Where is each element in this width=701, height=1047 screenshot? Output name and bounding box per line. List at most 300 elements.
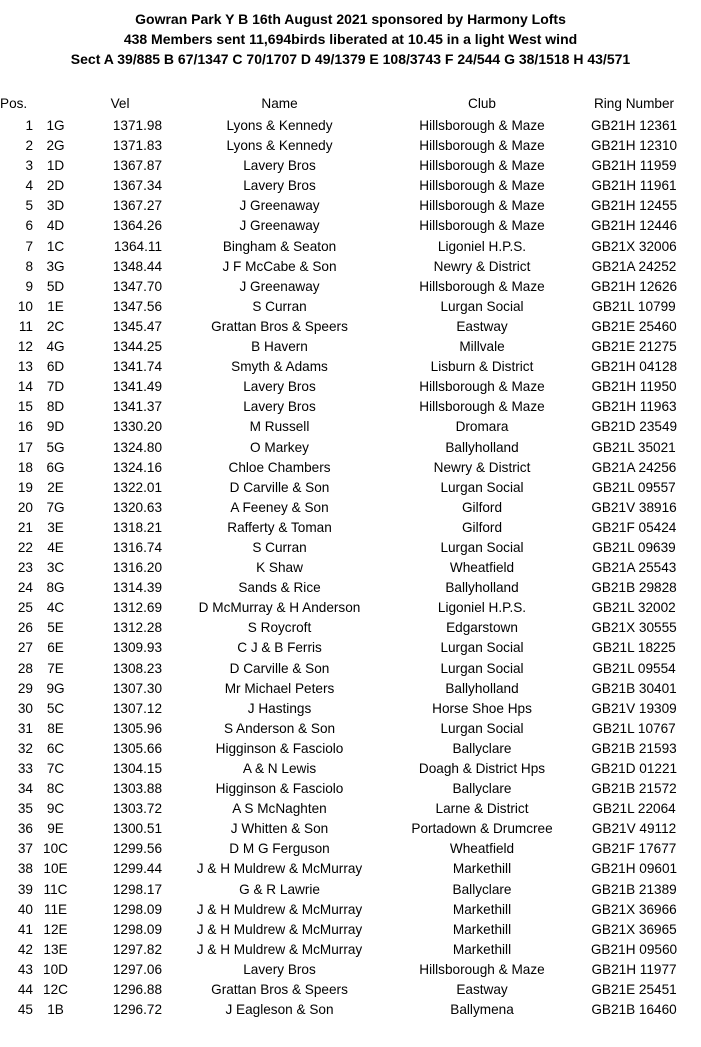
cell-ring-number: GB21V 38916 — [591, 499, 677, 515]
cell-club: Lurgan Social — [440, 660, 524, 676]
cell-ring-number: GB21B 16460 — [591, 1002, 677, 1018]
cell-velocity: 1320.63 — [112, 499, 163, 515]
cell-section-position: 7C — [46, 761, 65, 776]
cell-position: 9 — [25, 278, 33, 294]
column-header-vel: Vel — [110, 95, 130, 111]
table-row — [0, 397, 701, 417]
cell-club: Doagh & District Hps — [418, 761, 546, 776]
cell-position: 30 — [17, 700, 33, 716]
table-row — [0, 839, 701, 859]
table-row — [0, 880, 701, 900]
cell-section-position: 7D — [46, 379, 65, 395]
cell-ring-number: GB21H 09601 — [590, 861, 678, 877]
cell-ring-number: GB21L 09557 — [592, 479, 676, 495]
table-row — [0, 196, 701, 216]
table-row — [0, 759, 701, 779]
cell-position: 3 — [25, 158, 33, 174]
cell-section-position: 8C — [46, 781, 65, 797]
cell-section-position: 3E — [47, 519, 64, 535]
cell-ring-number: GB21H 11950 — [591, 379, 677, 395]
cell-position: 34 — [17, 781, 33, 797]
cell-position: 31 — [17, 720, 33, 736]
cell-club: Hillsborough & Maze — [419, 158, 545, 174]
cell-ring-number: GB21V 49112 — [591, 821, 677, 837]
cell-velocity: 1299.56 — [112, 841, 163, 857]
cell-club: Horse Shoe Hps — [432, 700, 532, 716]
cell-section-position: 10C — [43, 841, 68, 857]
cell-ring-number: GB21D 01221 — [590, 761, 678, 776]
cell-position: 39 — [17, 881, 33, 897]
cell-name: Lavery Bros — [243, 399, 316, 415]
table-row — [0, 799, 701, 819]
cell-position: 19 — [17, 479, 33, 495]
cell-club: Dromara — [455, 419, 509, 435]
cell-ring-number: GB21B 30401 — [591, 680, 677, 696]
cell-section-position: 10E — [43, 861, 68, 877]
cell-velocity: 1297.82 — [112, 941, 163, 957]
table-row — [0, 136, 701, 156]
cell-velocity: 1345.47 — [112, 318, 163, 334]
cell-ring-number: GB21V 19309 — [591, 700, 677, 716]
cell-section-position: 9C — [46, 801, 65, 817]
cell-club: Millvale — [459, 339, 505, 355]
cell-velocity: 1298.09 — [112, 921, 163, 937]
cell-name: O Markey — [250, 439, 309, 455]
table-row — [0, 940, 701, 960]
cell-club: Gilford — [461, 519, 503, 535]
results-table-header — [0, 92, 701, 116]
table-row — [0, 498, 701, 518]
cell-ring-number: GB21H 11977 — [591, 961, 677, 977]
cell-ring-number: GB21H 12310 — [590, 138, 678, 154]
cell-position: 28 — [17, 660, 33, 676]
cell-velocity: 1309.93 — [112, 640, 163, 656]
cell-club: Lurgan Social — [440, 539, 524, 555]
cell-name: G & R Lawrie — [239, 881, 320, 897]
cell-velocity: 1312.28 — [112, 620, 163, 636]
cell-name: J & H Muldrew & McMurray — [196, 901, 363, 917]
cell-ring-number: GB21L 35021 — [592, 439, 676, 455]
cell-section-position: 12C — [43, 982, 68, 998]
cell-velocity: 1322.01 — [112, 479, 163, 495]
cell-ring-number: GB21H 04128 — [590, 359, 678, 375]
cell-section-position: 8D — [46, 399, 65, 415]
cell-velocity: 1324.16 — [112, 459, 163, 475]
cell-position: 24 — [17, 580, 33, 596]
cell-club: Eastway — [456, 982, 508, 998]
cell-name: Grattan Bros & Speers — [211, 318, 348, 334]
cell-club: Hillsborough & Maze — [419, 379, 545, 395]
cell-club: Hillsborough & Maze — [419, 118, 545, 133]
cell-ring-number: GB21H 11959 — [591, 158, 677, 174]
table-row — [0, 980, 701, 1000]
table-row — [0, 558, 701, 578]
cell-ring-number: GB21H 12446 — [590, 218, 678, 234]
cell-ring-number: GB21L 18225 — [592, 640, 676, 656]
cell-club: Hillsborough & Maze — [419, 198, 545, 214]
cell-name: Lyons & Kennedy — [226, 138, 333, 154]
cell-velocity: 1307.12 — [112, 700, 163, 716]
cell-velocity: 1316.74 — [112, 539, 163, 555]
cell-name: S Anderson & Son — [223, 720, 336, 736]
table-row — [0, 960, 701, 980]
cell-ring-number: GB21L 09554 — [592, 660, 676, 676]
cell-ring-number: GB21F 17677 — [591, 841, 677, 857]
cell-position: 26 — [17, 620, 33, 636]
cell-velocity: 1303.88 — [112, 781, 163, 797]
cell-velocity: 1296.72 — [112, 1002, 163, 1018]
cell-velocity: 1341.49 — [112, 379, 163, 395]
cell-ring-number: GB21X 36965 — [591, 921, 677, 937]
cell-velocity: 1316.20 — [112, 560, 163, 576]
cell-section-position: 2G — [46, 138, 65, 154]
table-row — [0, 377, 701, 397]
cell-name: Mr Michael Peters — [224, 680, 335, 696]
cell-club: Ligoniel H.P.S. — [437, 600, 527, 616]
cell-velocity: 1314.39 — [112, 580, 163, 596]
cell-ring-number: GB21X 30555 — [591, 620, 677, 636]
cell-ring-number: GB21H 12361 — [590, 118, 678, 133]
cell-ring-number: GB21H 11961 — [591, 178, 677, 194]
cell-position: 36 — [17, 821, 33, 837]
cell-club: Newry & District — [433, 258, 531, 274]
cell-club: Portadown & Drumcree — [411, 821, 553, 837]
cell-section-position: 11E — [43, 901, 68, 917]
cell-ring-number: GB21H 11963 — [591, 399, 677, 415]
cell-position: 40 — [17, 901, 33, 917]
cell-club: Lurgan Social — [440, 479, 524, 495]
cell-section-position: 3G — [46, 258, 65, 274]
cell-club: Newry & District — [433, 459, 531, 475]
table-row — [0, 739, 701, 759]
cell-velocity: 1341.74 — [112, 359, 163, 375]
cell-section-position: 5G — [46, 439, 65, 455]
table-row — [0, 478, 701, 498]
cell-velocity: 1367.34 — [112, 178, 163, 194]
cell-position: 23 — [17, 560, 33, 576]
cell-section-position: 8G — [46, 580, 65, 596]
table-row — [0, 518, 701, 538]
cell-velocity: 1312.69 — [112, 600, 163, 616]
column-header-name: Name — [261, 95, 298, 111]
cell-name: J Hastings — [247, 700, 312, 716]
cell-ring-number: GB21H 09560 — [590, 941, 678, 957]
table-row — [0, 859, 701, 879]
cell-position: 17 — [17, 439, 33, 455]
cell-ring-number: GB21E 21275 — [591, 339, 677, 355]
race-summary: 438 Members sent 11,694birds liberated at 10.45 in a light West wind — [123, 31, 578, 47]
cell-velocity: 1297.06 — [112, 961, 163, 977]
cell-name: J Eagleson & Son — [225, 1002, 334, 1018]
cell-name: Rafferty & Toman — [227, 519, 332, 535]
cell-section-position: 1C — [46, 238, 65, 254]
cell-name: D M G Ferguson — [229, 841, 330, 857]
cell-name: Lavery Bros — [243, 961, 316, 977]
cell-velocity: 1341.37 — [112, 399, 163, 415]
cell-velocity: 1367.87 — [112, 158, 163, 174]
cell-position: 20 — [17, 499, 33, 515]
cell-position: 38 — [17, 861, 33, 877]
cell-name: M Russell — [249, 419, 310, 435]
cell-club: Gilford — [461, 499, 503, 515]
cell-section-position: 9D — [46, 419, 65, 435]
cell-velocity: 1371.98 — [112, 118, 163, 133]
cell-name: Higginson & Fasciolo — [215, 781, 344, 797]
cell-name: S Curran — [252, 539, 307, 555]
table-row — [0, 538, 701, 558]
cell-club: Ballyholland — [445, 580, 519, 596]
cell-position: 22 — [17, 539, 33, 555]
column-header-club: Club — [468, 95, 496, 111]
cell-name: J & H Muldrew & McMurray — [196, 921, 363, 937]
cell-club: Ballyholland — [445, 680, 519, 696]
cell-name: Lavery Bros — [243, 158, 316, 174]
table-row — [0, 357, 701, 377]
cell-position: 7 — [25, 238, 33, 254]
cell-ring-number: GB21L 10767 — [592, 720, 676, 736]
cell-ring-number: GB21L 09639 — [592, 539, 676, 555]
cell-ring-number: GB21A 25543 — [591, 560, 677, 576]
cell-ring-number: GB21X 32006 — [591, 238, 677, 254]
cell-velocity: 1308.23 — [112, 660, 163, 676]
cell-club: Lisburn & District — [430, 359, 534, 375]
cell-position: 11 — [18, 318, 33, 334]
cell-club: Ballyclare — [452, 781, 512, 797]
cell-ring-number: GB21D 23549 — [590, 419, 678, 435]
cell-club: Markethill — [452, 861, 512, 877]
cell-position: 18 — [17, 459, 33, 475]
cell-club: Hillsborough & Maze — [419, 138, 545, 154]
cell-name: J & H Muldrew & McMurray — [196, 941, 363, 957]
cell-section-position: 9E — [47, 821, 64, 837]
cell-ring-number: GB21A 24256 — [591, 459, 677, 475]
cell-position: 27 — [17, 640, 33, 656]
cell-name: Grattan Bros & Speers — [211, 982, 348, 998]
cell-ring-number: GB21L 32002 — [592, 600, 676, 616]
cell-section-position: 3D — [46, 198, 65, 214]
cell-name: S Roycroft — [247, 620, 312, 636]
cell-club: Ballyclare — [452, 740, 512, 756]
results-table-body — [0, 116, 701, 1020]
cell-club: Hillsborough & Maze — [419, 218, 545, 234]
cell-velocity: 1367.27 — [112, 198, 163, 214]
cell-ring-number: GB21B 21572 — [591, 781, 677, 797]
cell-ring-number: GB21A 24252 — [591, 258, 677, 274]
table-row — [0, 438, 701, 458]
cell-name: D Carville & Son — [229, 660, 330, 676]
cell-name: Sands & Rice — [238, 580, 321, 596]
cell-velocity: 1305.66 — [112, 740, 163, 756]
cell-section-position: 1E — [47, 298, 64, 314]
cell-section-position: 7E — [47, 660, 64, 676]
cell-velocity: 1299.44 — [112, 861, 163, 877]
cell-velocity: 1347.70 — [112, 278, 163, 294]
cell-section-position: 13E — [43, 941, 68, 957]
table-row — [0, 598, 701, 618]
table-row — [0, 719, 701, 739]
cell-club: Ligoniel H.P.S. — [437, 238, 527, 254]
table-row — [0, 819, 701, 839]
cell-position: 41 — [17, 921, 33, 937]
cell-section-position: 5C — [46, 700, 65, 716]
cell-club: Eastway — [456, 318, 508, 334]
results-header — [0, 0, 701, 69]
cell-name: Smyth & Adams — [231, 359, 328, 375]
cell-section-position: 9G — [46, 680, 65, 696]
cell-club: Lurgan Social — [440, 720, 524, 736]
column-header-pos: Pos. — [0, 95, 28, 111]
table-row — [0, 920, 701, 940]
column-header-ring: Ring Number — [593, 95, 675, 111]
cell-name: S Curran — [252, 298, 307, 314]
cell-name: J & H Muldrew & McMurray — [196, 861, 363, 877]
cell-name: J F McCabe & Son — [222, 258, 337, 274]
cell-club: Hillsborough & Maze — [419, 278, 545, 294]
cell-section-position: 11C — [43, 881, 68, 897]
cell-name: K Shaw — [256, 560, 303, 576]
cell-position: 14 — [17, 379, 33, 395]
table-row — [0, 1000, 701, 1020]
cell-velocity: 1324.80 — [112, 439, 163, 455]
cell-velocity: 1300.51 — [112, 821, 163, 837]
cell-club: Edgarstown — [446, 620, 518, 636]
cell-velocity: 1307.30 — [112, 680, 163, 696]
cell-club: Markethill — [452, 941, 512, 957]
cell-ring-number: GB21B 29828 — [591, 580, 677, 596]
cell-club: Larne & District — [435, 801, 529, 817]
cell-ring-number: GB21B 21389 — [591, 881, 677, 897]
cell-club: Ballyholland — [445, 439, 519, 455]
cell-name: Lyons & Kennedy — [226, 118, 333, 133]
cell-section-position: 4C — [46, 600, 65, 616]
cell-velocity: 1364.11 — [113, 238, 163, 254]
cell-name: A Feeney & Son — [230, 499, 329, 515]
cell-position: 43 — [17, 961, 33, 977]
cell-section-position: 4D — [46, 218, 65, 234]
cell-section-position: 3C — [46, 560, 65, 576]
cell-name: Bingham & Seaton — [222, 238, 337, 254]
cell-section-position: 10D — [43, 961, 68, 977]
cell-club: Ballyclare — [452, 881, 512, 897]
cell-velocity: 1371.83 — [112, 138, 163, 154]
table-row — [0, 638, 701, 658]
cell-club: Markethill — [452, 901, 512, 917]
cell-ring-number: GB21H 12455 — [590, 198, 678, 214]
cell-velocity: 1298.09 — [112, 901, 163, 917]
cell-section-position: 5D — [46, 278, 65, 294]
cell-ring-number: GB21B 21593 — [591, 740, 677, 756]
cell-club: Ballymena — [450, 1002, 514, 1018]
cell-position: 4 — [25, 178, 33, 194]
cell-ring-number: GB21L 22064 — [592, 801, 676, 817]
cell-velocity: 1305.96 — [112, 720, 163, 736]
cell-name: J Greenaway — [239, 218, 320, 234]
cell-name: D McMurray & H Anderson — [198, 600, 361, 616]
cell-section-position: 8E — [47, 720, 64, 736]
table-row — [0, 237, 701, 257]
cell-position: 15 — [17, 399, 33, 415]
table-row — [0, 618, 701, 638]
cell-velocity: 1303.72 — [112, 801, 163, 817]
cell-name: Lavery Bros — [243, 178, 316, 194]
cell-club: Hillsborough & Maze — [419, 961, 545, 977]
cell-section-position: 6D — [46, 359, 65, 375]
table-row — [0, 779, 701, 799]
cell-position: 8 — [25, 258, 33, 274]
cell-club: Hillsborough & Maze — [419, 178, 545, 194]
cell-section-position: 6E — [47, 640, 64, 656]
cell-section-position: 4G — [46, 339, 65, 355]
cell-position: 44 — [17, 982, 33, 998]
cell-name: C J & B Ferris — [237, 640, 322, 656]
cell-section-position: 7G — [46, 499, 65, 515]
table-row — [0, 458, 701, 478]
cell-section-position: 2C — [46, 318, 65, 334]
table-row — [0, 900, 701, 920]
cell-position: 29 — [17, 680, 33, 696]
cell-position: 21 — [17, 519, 33, 535]
cell-velocity: 1344.25 — [112, 339, 163, 355]
cell-position: 25 — [17, 600, 33, 616]
cell-position: 32 — [17, 740, 33, 756]
cell-ring-number: GB21H 12626 — [590, 278, 678, 294]
cell-ring-number: GB21E 25460 — [591, 318, 677, 334]
table-row — [0, 417, 701, 437]
table-row — [0, 578, 701, 598]
cell-name: Higginson & Fasciolo — [215, 740, 344, 756]
cell-name: A & N Lewis — [242, 761, 317, 776]
cell-name: D Carville & Son — [229, 479, 330, 495]
cell-position: 2 — [25, 138, 33, 154]
cell-name: B Havern — [251, 339, 308, 355]
table-row — [0, 297, 701, 317]
table-row — [0, 317, 701, 337]
table-row — [0, 337, 701, 357]
cell-velocity: 1347.56 — [112, 298, 163, 314]
cell-club: Wheatfield — [449, 560, 515, 576]
cell-club: Lurgan Social — [440, 298, 524, 314]
cell-section-position: 6C — [46, 740, 65, 756]
table-row — [0, 216, 701, 236]
cell-position: 12 — [17, 339, 33, 355]
cell-ring-number: GB21E 25451 — [591, 982, 677, 998]
cell-velocity: 1348.44 — [112, 258, 163, 274]
cell-club: Markethill — [452, 921, 512, 937]
table-row — [0, 699, 701, 719]
cell-name: J Greenaway — [239, 198, 320, 214]
results-table — [0, 92, 701, 1020]
cell-position: 42 — [17, 941, 33, 957]
section-totals: Sect A 39/885 B 67/1347 C 70/1707 D 49/1379 E 108/3743 F 24/544 G 38/1518 H 43/571 — [70, 51, 631, 67]
cell-name: A S McNaghten — [232, 801, 327, 817]
cell-club: Lurgan Social — [440, 640, 524, 656]
table-row — [0, 277, 701, 297]
cell-position: 37 — [17, 841, 33, 857]
cell-section-position: 2D — [46, 178, 65, 194]
cell-position: 5 — [25, 198, 33, 214]
cell-name: Lavery Bros — [243, 379, 316, 395]
cell-velocity: 1298.17 — [112, 881, 163, 897]
cell-position: 35 — [17, 801, 33, 817]
cell-position: 45 — [17, 1002, 33, 1018]
cell-position: 6 — [25, 218, 33, 234]
cell-position: 33 — [17, 761, 33, 776]
cell-club: Wheatfield — [449, 841, 515, 857]
cell-position: 1 — [25, 118, 33, 133]
race-title: Gowran Park Y B 16th August 2021 sponsored by Harmony Lofts — [135, 11, 566, 27]
cell-velocity: 1318.21 — [112, 519, 163, 535]
cell-velocity: 1304.15 — [112, 761, 163, 776]
